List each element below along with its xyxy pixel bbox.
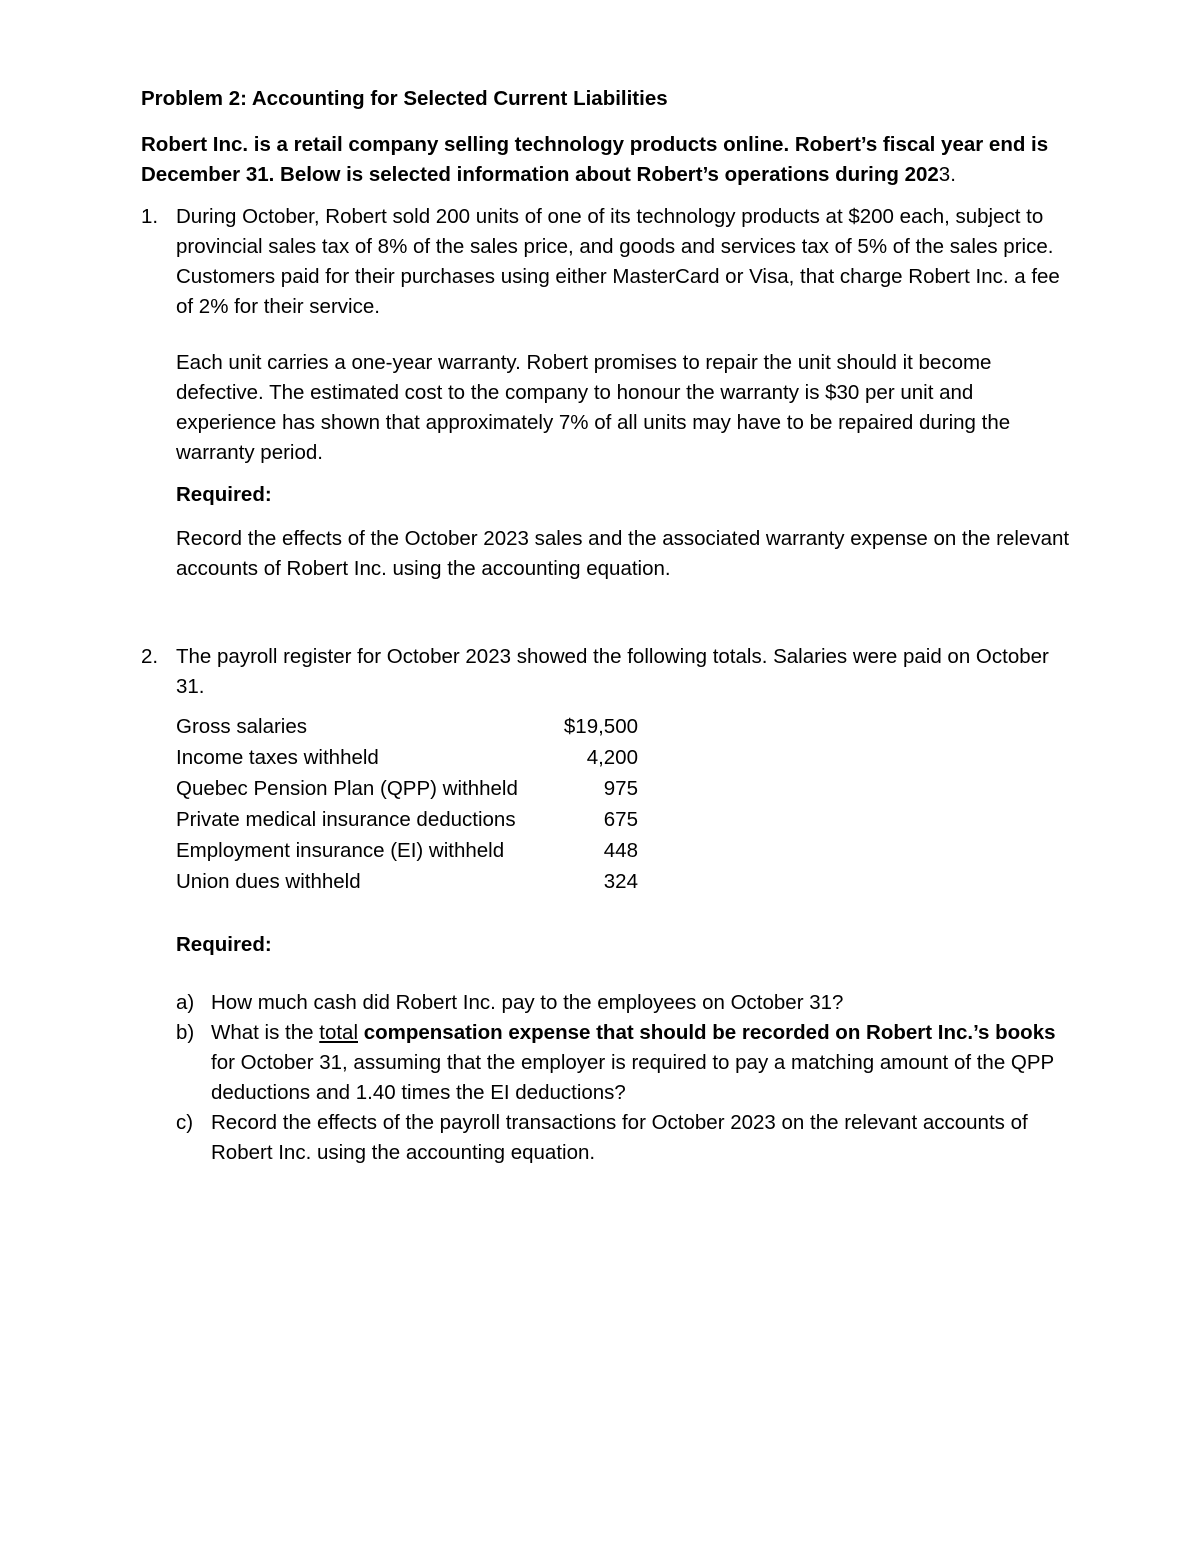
payroll-label: Gross salaries <box>176 715 308 738</box>
table-row <box>176 743 638 774</box>
required-label: Required: <box>176 933 272 956</box>
item-1-required-text: Record the effects of the October 2023 sales and the associated warranty expense on the relevant accounts of Robert Inc. using the accounting equation. <box>176 527 1070 580</box>
table-row <box>176 805 638 836</box>
payroll-table <box>176 712 638 898</box>
item-1-body <box>176 202 1071 584</box>
intro-bold-text: Robert Inc. is a retail company selling technology products online. Robert’s fiscal year end is December 31. Below is selected information about Robert’s operations during 202 <box>141 133 1049 186</box>
question-b-underlined: total <box>319 1021 358 1044</box>
item-number: 2. <box>141 645 159 668</box>
table-row <box>176 774 638 805</box>
item-number: 1. <box>141 205 159 228</box>
question-c <box>176 1108 1071 1168</box>
payroll-amount: 448 <box>603 839 638 862</box>
question-b-pre: What is the <box>211 1021 320 1044</box>
question-b-text <box>211 1018 1071 1108</box>
question-b-bold: compensation expense that should be recorded on Robert Inc.’s books <box>358 1021 1056 1044</box>
question-b <box>176 1018 1071 1108</box>
question-letter: b) <box>176 1021 195 1044</box>
item-2-paragraph-1: The payroll register for October 2023 showed the following totals. Salaries were paid on October 31. <box>176 645 1049 698</box>
question-a <box>176 988 1071 1018</box>
payroll-label: Income taxes withheld <box>176 746 379 769</box>
question-letter: c) <box>176 1111 194 1134</box>
question-c-text: Record the effects of the payroll transactions for October 2023 on the relevant accounts of Robert Inc. using the accounting equation. <box>211 1111 1028 1164</box>
question-a-text: How much cash did Robert Inc. pay to the employees on October 31? <box>211 991 844 1014</box>
table-row <box>176 712 638 743</box>
payroll-amount: 675 <box>603 808 638 831</box>
item-2-body <box>176 642 1071 1168</box>
payroll-label: Private medical insurance deductions <box>176 808 516 831</box>
table-row <box>176 836 638 867</box>
payroll-label: Quebec Pension Plan (QPP) withheld <box>176 777 518 800</box>
item-1-paragraph-1: During October, Robert sold 200 units of one of its technology products at $200 each, subject to provincial sales tax of 8% of the sales price, and goods and services tax of 5% of the sales price. Customers paid for their purchases using either MasterCard or Visa, that charge Robert Inc. a fee of 2% for their service. <box>176 205 1060 318</box>
question-b-post: for October 31, assuming that the employer is required to pay a matching amount of the QPP deductions and 1.40 times the EI deductions? <box>211 1051 1054 1104</box>
table-row <box>176 867 638 898</box>
required-label: Required: <box>176 483 272 506</box>
intro-tail: 3. <box>938 163 956 186</box>
payroll-amount: 4,200 <box>586 746 638 769</box>
payroll-amount: 324 <box>603 870 638 893</box>
item-2 <box>141 642 1076 1168</box>
item-1-paragraph-2: Each unit carries a one-year warranty. Robert promises to repair the unit should it become defective. The estimated cost to the company to honour the warranty is $30 per unit and experience has shown that approximately 7% of all units may have to be repaired during the warranty period. <box>176 351 1011 464</box>
payroll-amount: 975 <box>603 777 638 800</box>
payroll-label: Union dues withheld <box>176 870 361 893</box>
item-1 <box>141 202 1076 584</box>
payroll-label: Employment insurance (EI) withheld <box>176 839 505 862</box>
question-letter: a) <box>176 991 195 1014</box>
intro-paragraph <box>141 130 1071 190</box>
page-title: Problem 2: Accounting for Selected Current Liabilities <box>141 87 668 110</box>
payroll-amount: $19,500 <box>563 715 638 738</box>
